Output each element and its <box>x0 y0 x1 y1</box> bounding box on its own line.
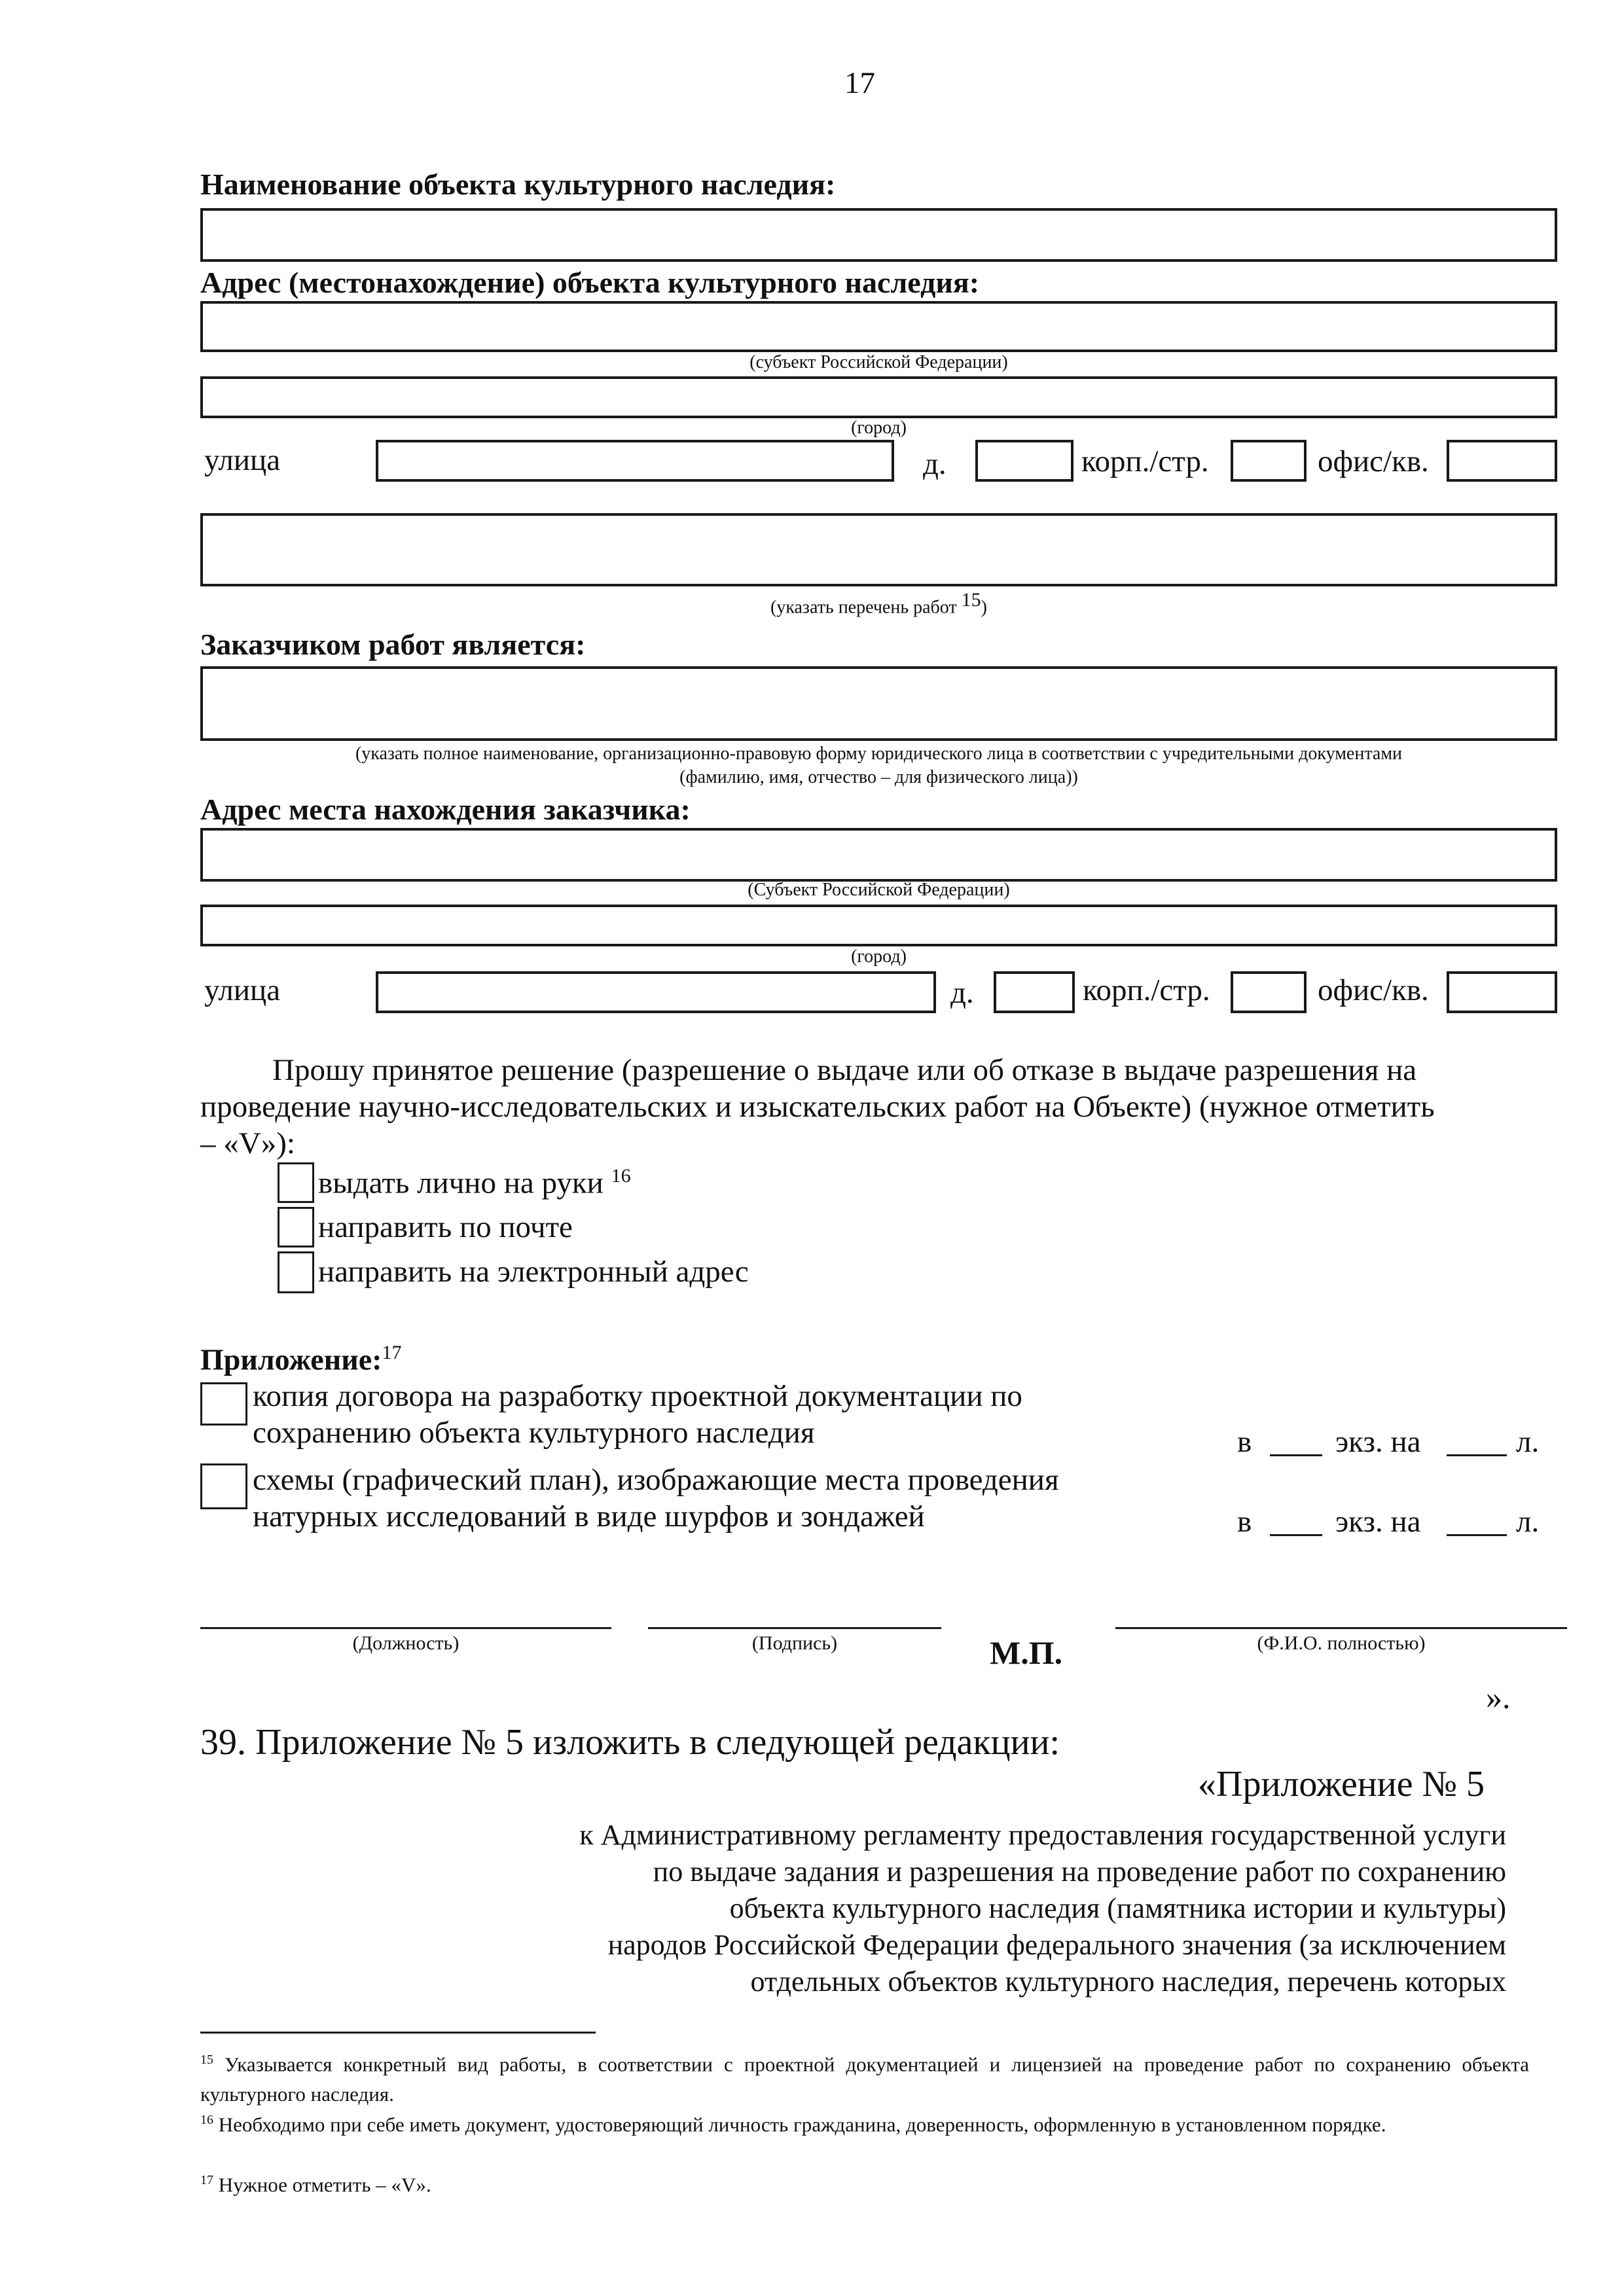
appendix-title: «Приложение № 5 <box>1198 1764 1485 1804</box>
attachment-contract-copies-unit: экз. на <box>1335 1425 1421 1459</box>
attachment-schemes-sheets-unit: л. <box>1516 1505 1540 1539</box>
position-caption: (Должность) <box>352 1632 460 1654</box>
works-caption-close: ) <box>981 597 987 618</box>
attachment-contract-copies-prefix: в <box>1237 1425 1252 1459</box>
customer-city-field[interactable] <box>200 905 1557 946</box>
footnote-ref-16: 16 <box>611 1165 631 1187</box>
signature-caption: (Подпись) <box>751 1632 838 1654</box>
attachment-contract-sheets-blank[interactable] <box>1447 1454 1507 1456</box>
object-building-field[interactable] <box>1231 440 1307 482</box>
object-house-label: д. <box>923 447 947 481</box>
object-name-title: Наименование объекта культурного наследия: <box>200 168 836 201</box>
attachments-title <box>200 1342 401 1376</box>
stamp-label: М.П. <box>990 1634 1063 1671</box>
fio-signature-line[interactable] <box>1115 1627 1567 1629</box>
customer-street-field[interactable] <box>376 971 936 1013</box>
customer-subject-caption: (Субъект Российской Федерации) <box>748 880 1010 900</box>
object-city-caption: (город) <box>851 418 907 438</box>
attachment-schemes-line2: натурных исследований в виде шурфов и зондажей <box>253 1499 925 1534</box>
appendix-line-2: по выдаче задания и разрешения на проведение работ по сохранению <box>653 1856 1506 1888</box>
footnote-16-num: 16 <box>200 2113 213 2127</box>
option-in-person-text: выдать лично на руки <box>318 1166 604 1200</box>
customer-subject-field[interactable] <box>200 828 1557 882</box>
object-street-label: улица <box>204 443 281 477</box>
customer-title: Заказчиком работ является: <box>200 628 586 661</box>
attachment-contract-copies-blank[interactable] <box>1270 1454 1322 1456</box>
customer-caption-line1: (указать полное наименование, организационно-правовую форму юридического лица в соответствии с учредительными документами <box>355 744 1403 764</box>
request-line-2: проведение научно-исследовательских и изыскательских работ на Объекте) (нужное отметить <box>200 1090 1435 1124</box>
attachment-schemes-copies-unit: экз. на <box>1335 1505 1421 1539</box>
attachment-schemes-copies-prefix: в <box>1237 1505 1252 1539</box>
attachment-contract-checkbox[interactable] <box>200 1382 247 1426</box>
works-list-field[interactable] <box>200 513 1557 586</box>
position-signature-line[interactable] <box>200 1627 611 1629</box>
object-name-field[interactable] <box>200 208 1557 262</box>
object-building-label: корп./стр. <box>1081 444 1209 478</box>
customer-name-field[interactable] <box>200 666 1557 741</box>
footnote-17 <box>200 2165 1529 2200</box>
option-by-mail-checkbox[interactable] <box>278 1207 314 1247</box>
customer-office-label: офис/кв. <box>1318 973 1429 1007</box>
appendix-line-1: к Административному регламенту предоставления государственной услуги <box>579 1819 1506 1851</box>
page-number: 17 <box>844 66 875 100</box>
amendment-item: 39. Приложение № 5 изложить в следующей редакции: <box>200 1722 1060 1763</box>
appendix-line-5: отдельных объектов культурного наследия, перечень которых <box>750 1965 1506 1998</box>
request-line-1: Прошу принятое решение (разрешение о выдаче или об отказе в выдаче разрешения на <box>272 1053 1417 1087</box>
object-street-field[interactable] <box>376 440 894 482</box>
attachment-schemes-checkbox[interactable] <box>200 1463 247 1509</box>
footnote-ref-15: 15 <box>961 589 981 611</box>
attachment-schemes-line1: схемы (графический план), изображающие места проведения <box>253 1463 1059 1497</box>
object-city-field[interactable] <box>200 376 1557 418</box>
object-subject-field[interactable] <box>200 301 1557 352</box>
attachment-contract-line1: копия договора на разработку проектной документации по <box>253 1379 1022 1413</box>
footnote-15-num: 15 <box>200 2053 213 2067</box>
footnote-16 <box>200 2105 1529 2140</box>
footnote-17-num: 17 <box>200 2173 213 2187</box>
signature-line[interactable] <box>648 1627 941 1629</box>
footnote-15-text: Указывается конкретный вид работы, в соответствии с проектной документацией и лицензией на проведение работ по сохранению объекта культурного наследия. <box>200 2053 1530 2106</box>
footnote-separator <box>200 2032 596 2034</box>
customer-office-field[interactable] <box>1447 971 1557 1013</box>
customer-building-field[interactable] <box>1231 971 1307 1013</box>
option-email-checkbox[interactable] <box>278 1251 314 1293</box>
attachment-contract-sheets-unit: л. <box>1516 1425 1540 1459</box>
customer-street-label: улица <box>204 973 281 1007</box>
option-email-label: направить на электронный адрес <box>318 1255 749 1289</box>
request-line-3: – «V»): <box>200 1126 295 1160</box>
option-by-mail-label: направить по почте <box>318 1210 573 1244</box>
footnote-15 <box>200 2045 1529 2109</box>
object-office-label: офис/кв. <box>1318 444 1429 478</box>
attachment-schemes-copies-blank[interactable] <box>1270 1534 1322 1536</box>
option-in-person-checkbox[interactable] <box>278 1162 314 1203</box>
appendix-line-4: народов Российской Федерации федерального значения (за исключением <box>607 1929 1506 1961</box>
appendix-line-3: объекта культурного наследия (памятника истории и культуры) <box>729 1892 1506 1924</box>
option-in-person-label <box>318 1165 631 1201</box>
attachment-schemes-sheets-blank[interactable] <box>1447 1534 1507 1536</box>
closing-quote: ». <box>1486 1679 1511 1715</box>
works-caption-text: (указать перечень работ <box>770 597 957 618</box>
customer-caption-line2: (фамилию, имя, отчество – для физического лица)) <box>679 767 1078 787</box>
attachments-title-text: Приложение: <box>200 1342 382 1376</box>
attachment-contract-line2: сохранению объекта культурного наследия <box>253 1416 815 1450</box>
customer-house-label: д. <box>950 976 974 1010</box>
object-office-field[interactable] <box>1447 440 1557 482</box>
object-address-title: Адрес (местонахождение) объекта культурного наследия: <box>200 266 980 299</box>
object-subject-caption: (субъект Российской Федерации) <box>749 352 1008 372</box>
footnote-17-text: Нужное отметить – «V». <box>218 2173 431 2197</box>
object-house-field[interactable] <box>975 440 1074 482</box>
customer-building-label: корп./стр. <box>1083 973 1210 1007</box>
customer-house-field[interactable] <box>994 971 1075 1013</box>
customer-address-title: Адрес места нахождения заказчика: <box>200 793 691 826</box>
works-list-caption <box>200 589 1557 618</box>
fio-caption: (Ф.И.О. полностью) <box>1257 1632 1426 1654</box>
footnote-ref-17: 17 <box>382 1342 402 1363</box>
customer-city-caption: (город) <box>851 946 907 967</box>
footnote-16-text: Необходимо при себе иметь документ, удостоверяющий личность гражданина, доверенность, оформленную в установленном порядке. <box>218 2113 1386 2136</box>
